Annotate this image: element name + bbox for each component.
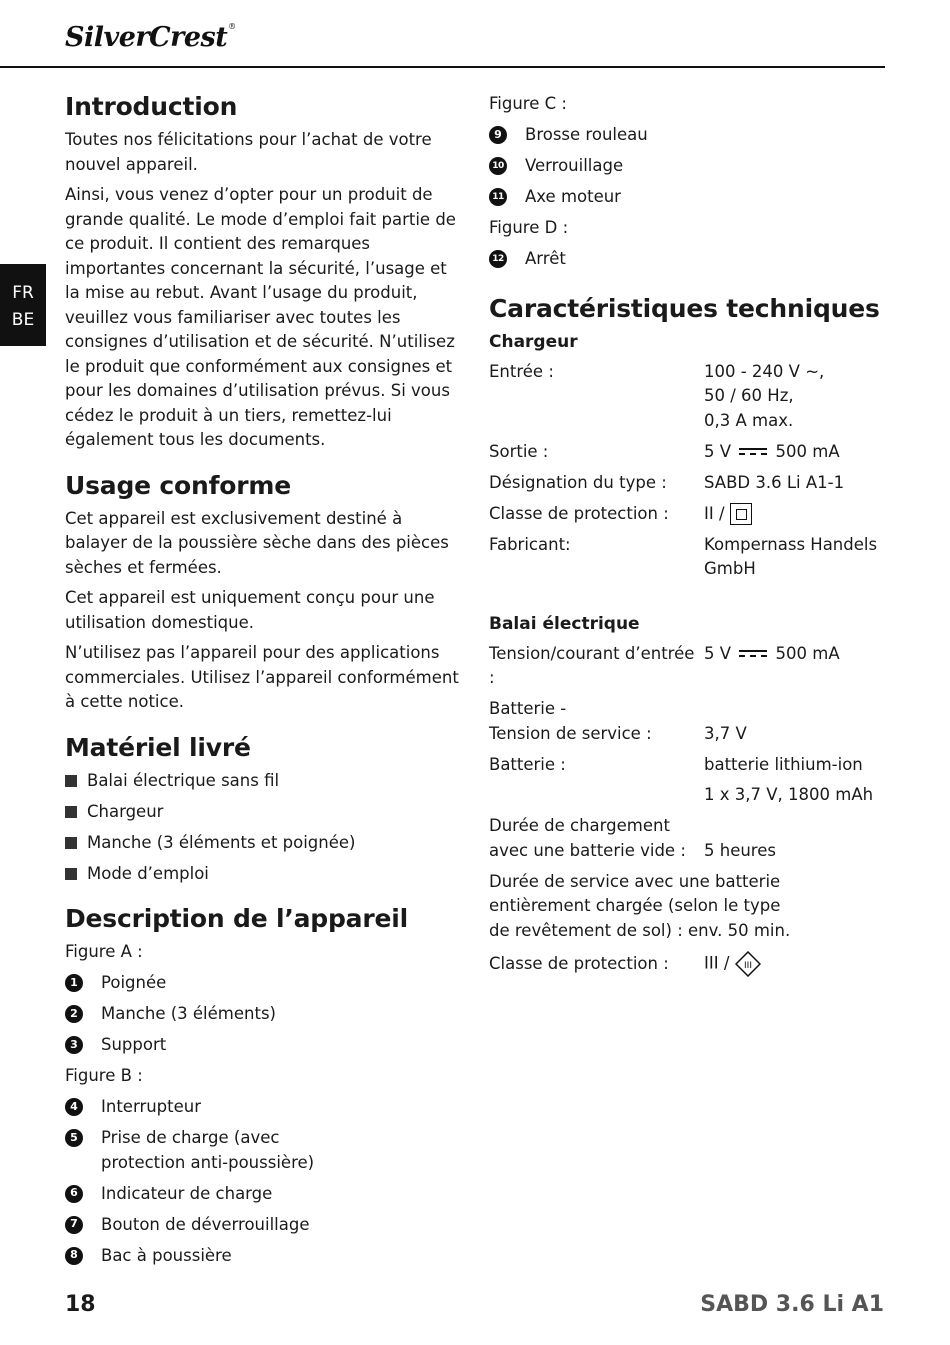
spec-value-line: 3,7 V [704,723,747,743]
part-label: Bac à poussière [101,1245,232,1265]
part-label: Axe moteur [525,187,621,206]
heading-usage-conforme: Usage conforme [65,470,291,500]
spec-row-protection-class-broom [489,951,889,977]
protection-class-text: III / [704,953,730,973]
spec-label-line: Batterie - [489,699,567,718]
heading-introduction: Introduction [65,92,238,121]
number-badge-icon: 7 [65,1216,83,1234]
spec-label-line: Durée de chargement [489,816,670,835]
spec-label-line: Tension de service : [489,723,652,743]
language-code-be: BE [11,310,35,330]
list-item-label: Chargeur [87,801,164,821]
spec-value-line: 50 / 60 Hz, [704,386,794,405]
language-code-fr: FR [12,283,34,303]
current-value: 500 mA [775,441,840,461]
part-item [489,123,889,148]
spec-value [704,360,889,434]
spec-row-input-voltage [489,642,889,691]
list-item [65,831,465,856]
registered-mark: ® [228,22,236,31]
spec-value-line: batterie lithium-ion [704,754,863,774]
number-badge-icon: 2 [65,1005,83,1023]
spec-row-protection-class [489,502,889,527]
part-label: Bouton de déverrouillage [101,1214,310,1234]
right-column [489,92,889,984]
number-badge-icon: 5 [65,1129,83,1147]
usage-paragraph-3: N’utilisez pas l’appareil pour des applications commerciales. Utilisez l’appareil conformément à cette notice. [65,643,459,711]
spec-text-line: Durée de service avec une batterie [489,871,781,891]
spec-label: Entrée : [489,361,554,381]
spec-value [704,533,889,582]
spec-service-time [489,870,889,944]
spec-label: Sortie : [489,441,549,461]
spec-label: Fabricant: [489,534,571,554]
part-item [489,154,889,179]
number-badge-icon: 1 [65,974,83,992]
part-label: Indicateur de charge [101,1183,273,1203]
spec-label: Classe de protection : [489,953,669,973]
spec-row-output [489,440,889,465]
part-item [65,1095,465,1120]
part-item [65,1244,465,1269]
part-label: Support [101,1035,167,1054]
heading-description: Description de l’appareil [65,904,408,933]
square-bullet-icon [65,868,77,880]
part-label: Interrupteur [101,1097,202,1116]
header-rule [0,66,885,68]
number-badge-icon: 6 [65,1185,83,1203]
part-item [489,247,889,272]
figure-a-label: Figure A : [65,942,143,961]
square-bullet-icon [65,775,77,787]
spec-value-line: 0,3 A max. [704,410,794,430]
spec-row-charge-time [489,814,889,863]
part-item [489,185,889,210]
spec-value [704,951,889,977]
spec-value [704,814,889,863]
protection-class-ii-icon [730,503,752,525]
figure-b-label: Figure B : [65,1066,143,1085]
part-label: Manche (3 éléments) [101,1004,276,1023]
spec-row-manufacturer [489,533,889,582]
spec-value [704,642,889,691]
spec-label-line: avec une batterie vide : [489,840,686,860]
brand-name: SilverCrest [65,22,228,53]
spec-value [704,753,889,808]
part-item [65,1213,465,1238]
list-item-label: Manche (3 éléments et poignée) [87,832,356,852]
direct-current-icon [739,649,767,659]
list-item-label: Mode d’emploi [87,863,209,883]
spec-label [489,697,704,746]
number-badge-icon: 10 [489,157,507,175]
intro-paragraph-2: Ainsi, vous venez d’opter pour un produit de grande qualité. Le mode d’emploi fait partie de ce produit. Il contient des remarques importantes concernant la sécurité, l’usage et la mise au rebut. Avant l’usage du produit, veuillez vous familiariser avec toutes les consignes d’utilisation et de sécurité. N’utilisez le produit que conformément aux consignes et pour les domaines d’utilisation prévus. Si vous cédez le produit à un tiers, remettez-lui également tous les documents. [65,185,456,449]
number-badge-icon: 3 [65,1036,83,1054]
list-item [65,769,465,794]
number-badge-icon: 8 [65,1247,83,1265]
usage-paragraph-2: Cet appareil est uniquement conçu pour une utilisation domestique. [65,588,435,632]
list-item [65,800,465,825]
spec-label: Tension/courant d’entrée : [489,643,695,687]
spec-label: Désignation du type : [489,472,667,492]
figure-d-label: Figure D : [489,218,569,237]
part-label: Poignée [101,973,167,992]
spec-value-line: 100 - 240 V ~, [704,361,825,381]
spec-label [489,814,704,863]
part-item [65,1033,465,1058]
part-item [65,971,465,996]
part-label: Brosse rouleau [525,125,648,144]
part-item [65,1126,465,1175]
materiel-list [65,769,465,887]
page-number: 18 [65,1292,96,1317]
square-bullet-icon [65,837,77,849]
heading-materiel-livre: Matériel livré [65,732,251,762]
part-label: Verrouillage [525,156,624,175]
spec-value-line: 1 x 3,7 V, 1800 mAh [704,785,874,804]
number-badge-icon: 9 [489,126,507,144]
spec-row-battery [489,753,889,808]
direct-current-icon [739,447,767,457]
current-value: 500 mA [775,643,840,663]
voltage-value: 5 V [704,441,732,461]
part-label: Prise de charge (avec protection anti-poussière) [101,1128,315,1172]
brand-logo [65,22,236,53]
spec-value-line: 5 heures [704,840,776,860]
spec-label: Classe de protection : [489,503,669,523]
list-item [65,862,465,887]
spec-value-line: Kompernass Handels [704,534,878,554]
spec-row-input [489,360,889,434]
heading-balai-electrique: Balai électrique [489,613,640,634]
spec-value-line: GmbH [704,559,756,578]
model-name: SABD 3.6 Li A1 [700,1292,884,1317]
number-badge-icon: 4 [65,1098,83,1116]
protection-class-text: II / [704,503,725,523]
left-column [65,88,465,1275]
spec-value [704,440,889,465]
svg-text:III: III [743,961,752,971]
spec-label: Batterie : [489,754,566,774]
figure-c-label: Figure C : [489,94,567,113]
square-bullet-icon [65,806,77,818]
part-item [65,1002,465,1027]
list-item-label: Balai électrique sans fil [87,770,280,790]
number-badge-icon: 12 [489,250,507,268]
protection-class-iii-icon [735,951,761,977]
number-badge-icon: 11 [489,188,507,206]
spec-value [704,697,889,746]
spec-value [704,502,889,527]
part-label: Arrêt [525,249,566,268]
heading-specifications: Caractéristiques techniques [489,293,880,323]
heading-chargeur: Chargeur [489,331,578,352]
language-tab [0,264,46,346]
part-item [65,1182,465,1207]
spec-text-line: de revêtement de sol) : env. 50 min. [489,920,791,940]
spec-row-battery-voltage [489,697,889,746]
spec-row-type [489,471,889,496]
voltage-value: 5 V [704,643,732,663]
usage-paragraph-1: Cet appareil est exclusivement destiné à balayer de la poussière sèche dans des pièces sèches et fermées. [65,508,449,577]
intro-paragraph-1: Toutes nos félicitations pour l’achat de votre nouvel appareil. [65,130,432,174]
spec-value: SABD 3.6 Li A1-1 [704,472,845,492]
spec-text-line: entièrement chargée (selon le type [489,896,781,915]
